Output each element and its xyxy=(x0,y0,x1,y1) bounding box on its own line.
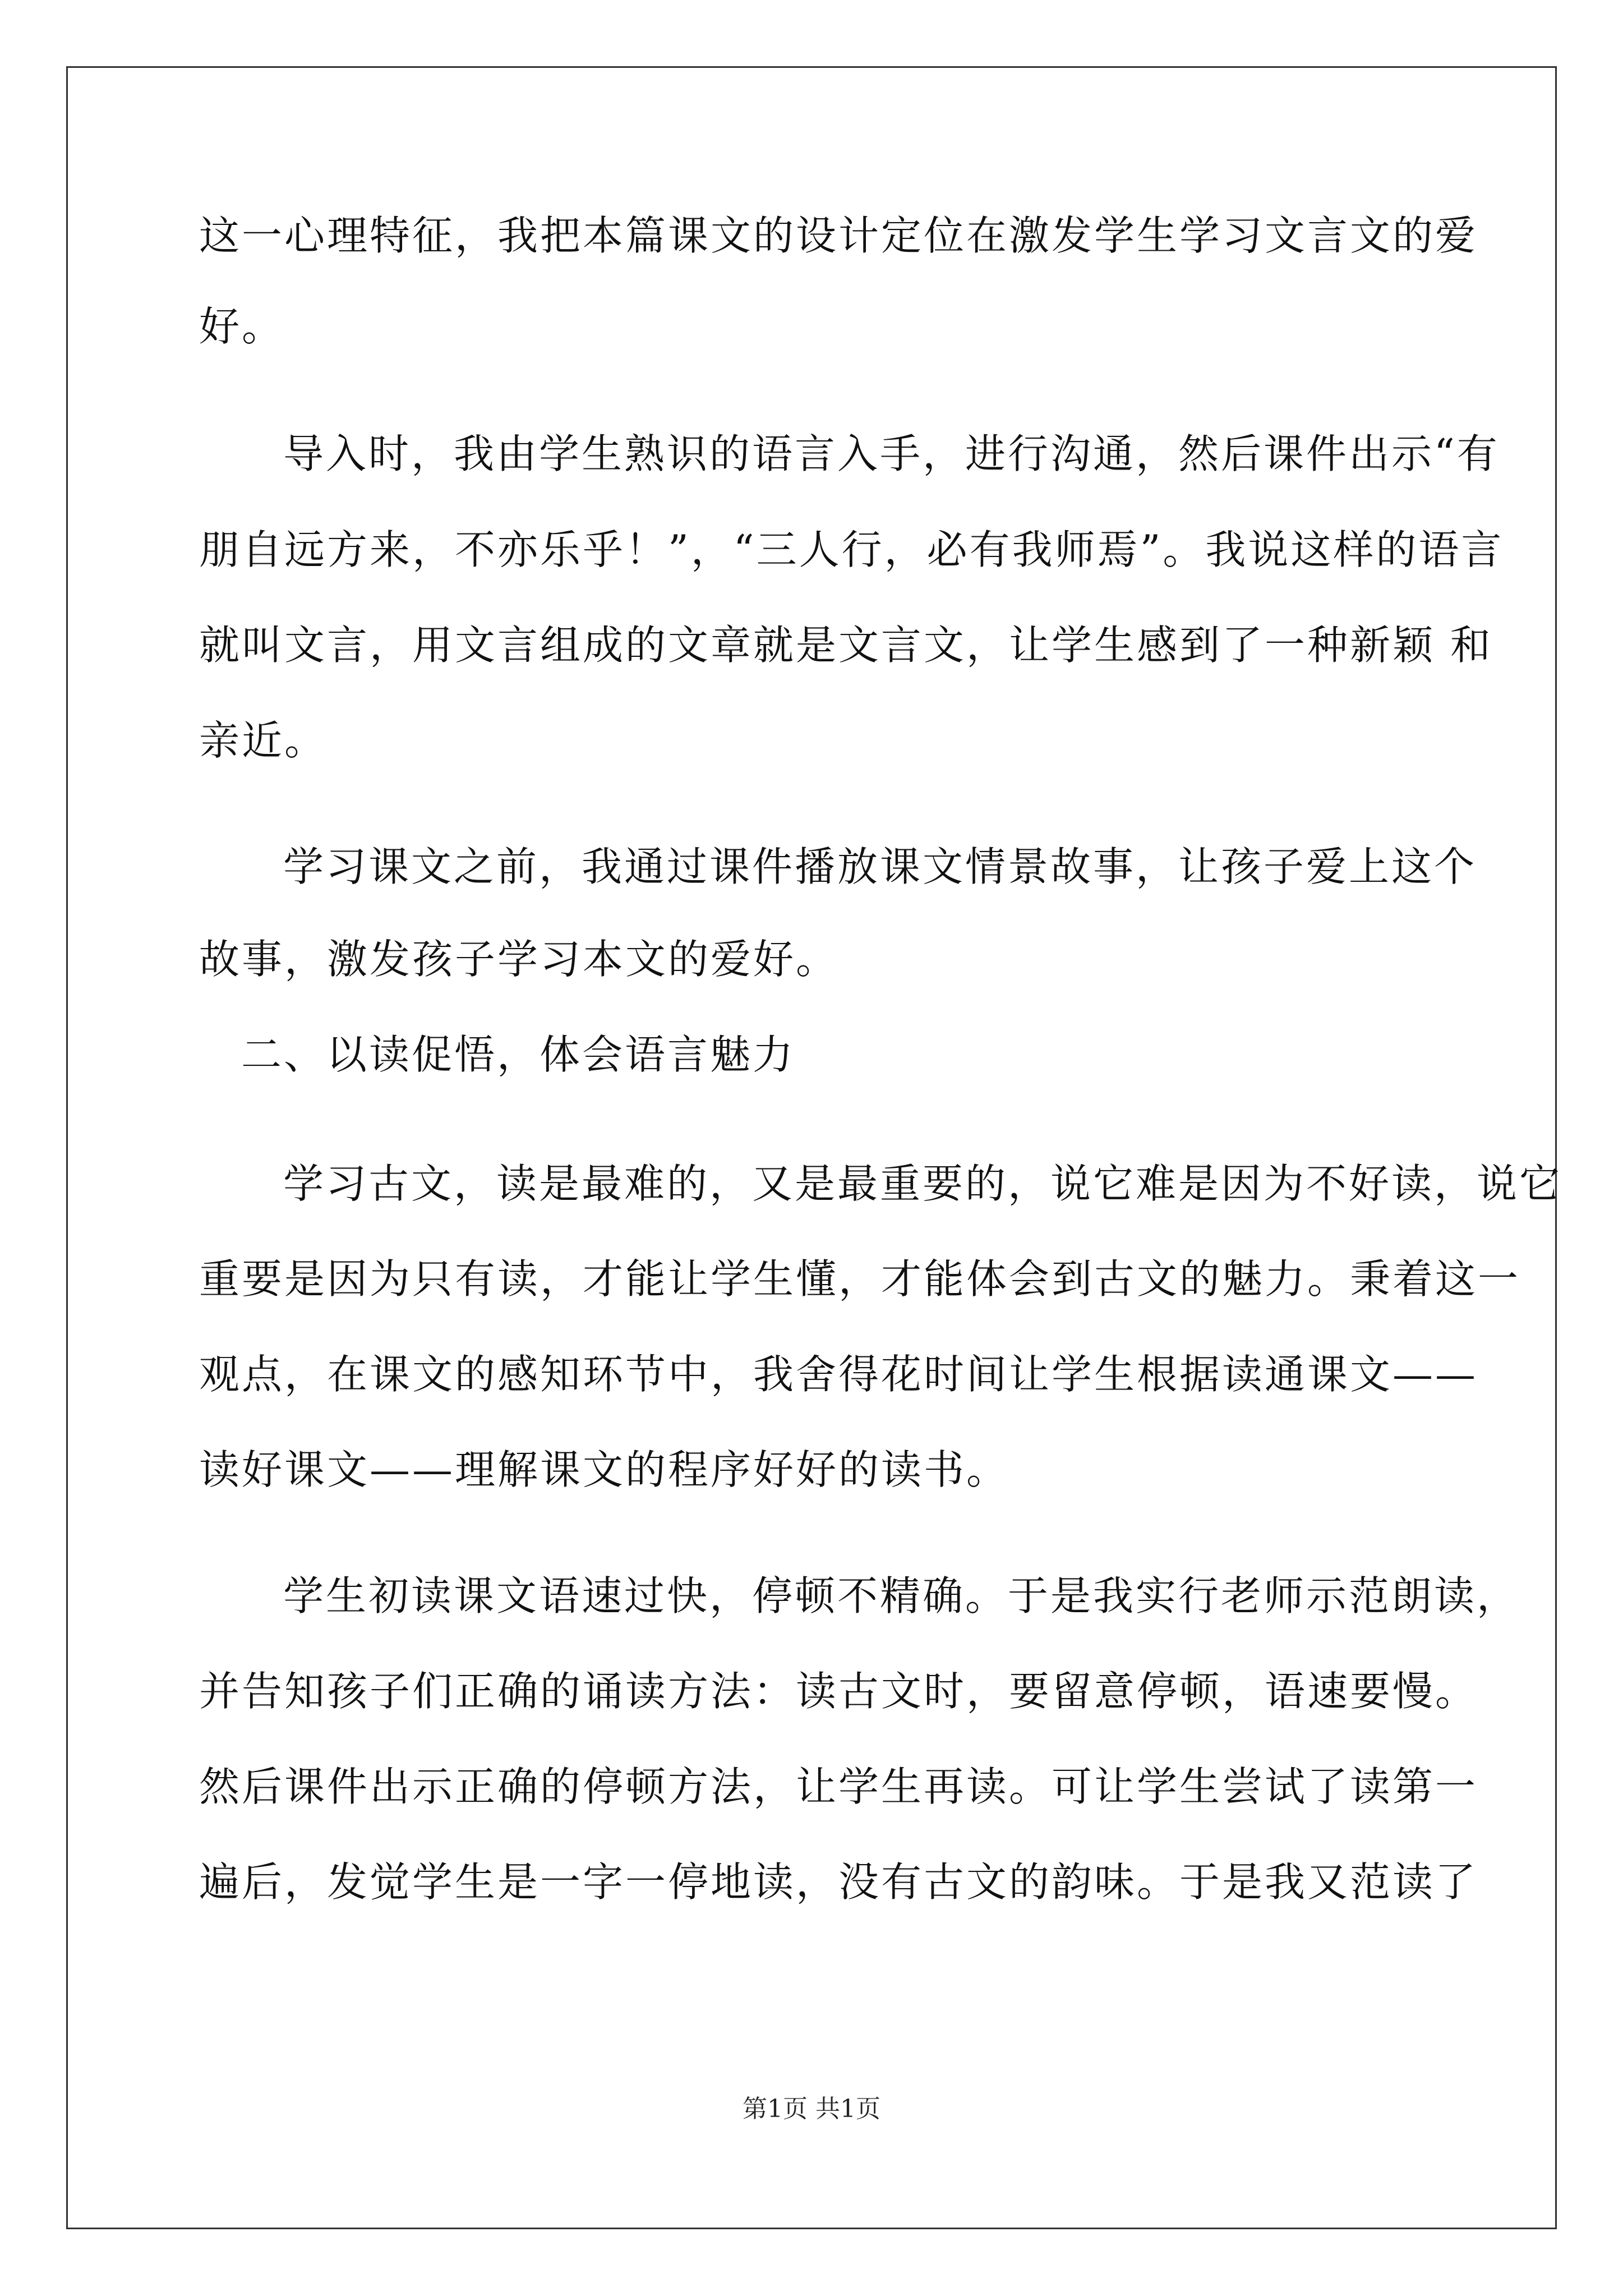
text-line: 就叫文言，用文言组成的文章就是文言文，让学生感到了一种新颖 和 xyxy=(199,622,1493,669)
text-line: 故事，激发孩子学习本文的爱好。 xyxy=(199,936,839,983)
text-line: 然后课件出示正确的停顿方法，让学生再读。可让学生尝试了读第一 xyxy=(199,1763,1478,1810)
text-line: 亲近。 xyxy=(199,717,328,764)
text-line: 读好课文——理解课文的程序好好的读书。 xyxy=(199,1446,1009,1493)
text-line: 并告知孩子们正确的诵读方法：读古文时，要留意停顿，语速要慢。 xyxy=(199,1668,1478,1715)
paragraph-start-line: 导入时，我由学生熟识的语言入手，进行沟通，然后课件出示“有 xyxy=(283,430,1500,477)
text-line: 遍后，发觉学生是一字一停地读，没有古文的韵味。于是我又范读了 xyxy=(199,1858,1478,1906)
paragraph-start-line: 学生初读课文语速过快，停顿不精确。于是我实行老师示范朗读， xyxy=(283,1572,1520,1619)
text-line: 重要是因为只有读，才能让学生懂，才能体会到古文的魅力。秉着这一 xyxy=(199,1255,1521,1303)
page-footer: 第1页 共1页 xyxy=(743,2095,880,2123)
section-heading: 二、以读促悟，体会语言魅力 xyxy=(241,1031,796,1078)
paragraph-start-line: 学习古文，读是最难的，又是最重要的，说它难是因为不好读，说它 xyxy=(283,1160,1562,1207)
text-line: 观点，在课文的感知环节中，我舍得花时间让学生根据读通课文—— xyxy=(199,1351,1478,1398)
text-line: 好。 xyxy=(199,303,285,350)
text-line: 朋自远方来，不亦乐乎！”，“三人行，必有我师焉”。我说这样的语言 xyxy=(199,526,1504,573)
paragraph-start-line: 学习课文之前，我通过课件播放课文情景故事，让孩子爱上这个 xyxy=(283,843,1477,890)
text-line: 这一心理特征，我把本篇课文的设计定位在激发学生学习文言文的爱 xyxy=(199,212,1478,259)
